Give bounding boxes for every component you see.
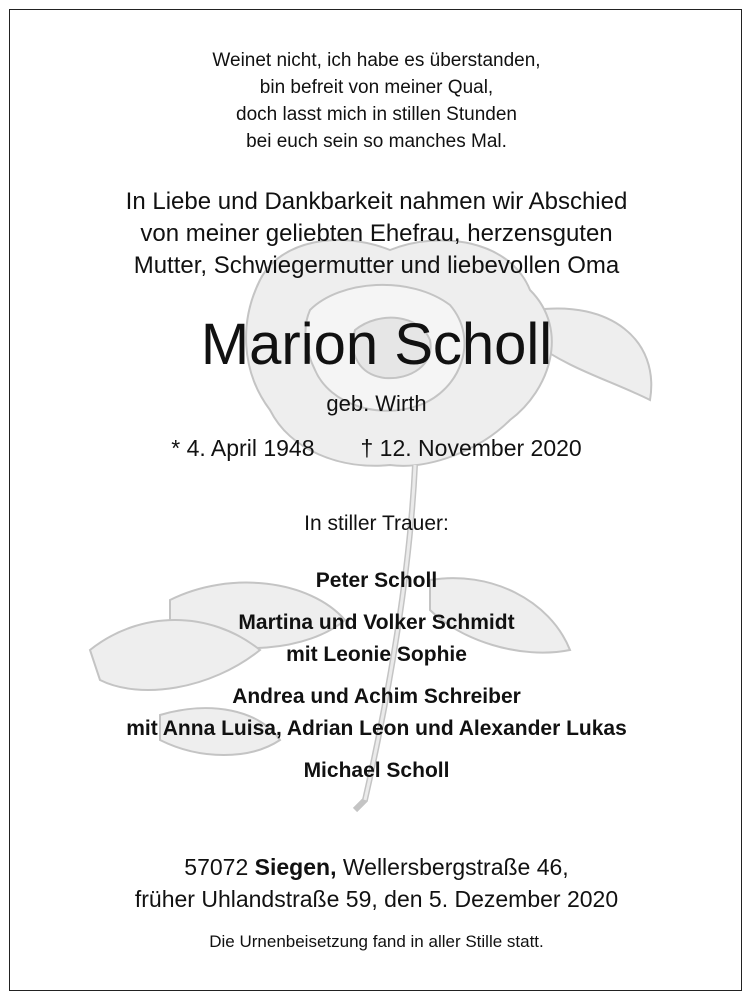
mourner-line: Michael Scholl <box>303 759 450 782</box>
life-dates <box>10 433 742 463</box>
mourning-label: In stiller Trauer: <box>304 512 449 535</box>
mourner-entry <box>10 681 742 745</box>
intro-text <box>10 186 742 282</box>
mourner-entry <box>10 607 742 671</box>
postcode: 57072 <box>184 854 249 880</box>
intro-line: Mutter, Schwiegermutter und liebevollen Oma <box>133 252 620 279</box>
poem-line: doch lasst mich in stillen Stunden <box>236 104 517 125</box>
mourner-line: Andrea und Achim Schreiber <box>232 685 521 708</box>
poem-line: bei euch sein so manches Mal. <box>246 131 507 152</box>
intro-line: von meiner geliebten Ehefrau, herzensguten <box>140 220 613 247</box>
mourner-line: mit Anna Luisa, Adrian Leon und Alexander Lukas <box>126 717 627 740</box>
poem <box>10 47 742 155</box>
mourner-line: Martina und Volker Schmidt <box>238 611 515 634</box>
rose-illustration <box>10 10 742 991</box>
mourner-entry <box>10 565 742 597</box>
address-block <box>10 851 742 915</box>
burial-note: Die Urnenbeisetzung fand in aller Stille statt. <box>209 932 544 951</box>
intro-line: In Liebe und Dankbarkeit nahmen wir Abschied <box>125 188 628 215</box>
deceased-name: Marion Scholl <box>200 312 553 377</box>
mourner-entry <box>10 755 742 787</box>
street: Wellersbergstraße 46, <box>342 854 569 880</box>
address-line-2: früher Uhlandstraße 59, den 5. Dezember 2020 <box>134 886 619 912</box>
obituary-frame <box>9 9 742 991</box>
death-date: † 12. November 2020 <box>360 435 582 461</box>
mourner-line: Peter Scholl <box>315 569 438 592</box>
mourners-list <box>10 565 742 797</box>
mourner-line: mit Leonie Sophie <box>286 643 467 666</box>
city: Siegen, <box>254 854 337 880</box>
maiden-name: geb. Wirth <box>326 391 427 416</box>
address-line-1 <box>10 851 742 883</box>
poem-line: Weinet nicht, ich habe es überstanden, <box>212 50 541 71</box>
poem-line: bin befreit von meiner Qual, <box>259 77 494 98</box>
birth-date: * 4. April 1948 <box>171 435 315 461</box>
